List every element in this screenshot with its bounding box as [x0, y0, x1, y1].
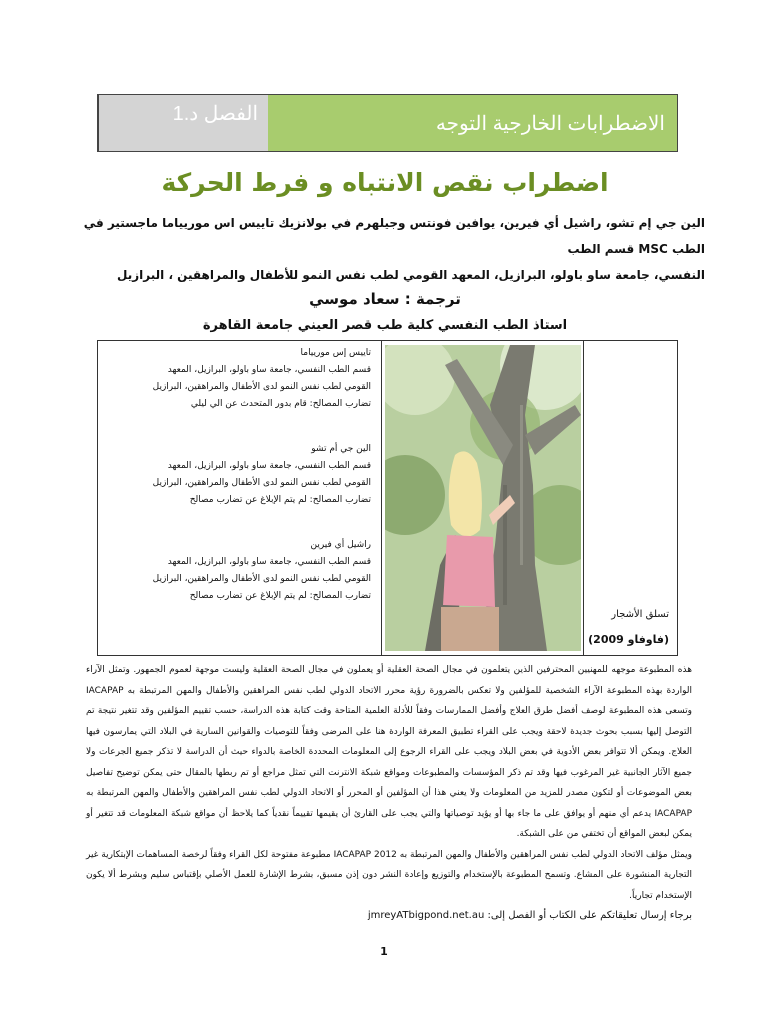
affiliation-name: راشيل أي فيرين [310, 540, 371, 550]
page-number: 1 [380, 945, 388, 958]
author-line-1: الين جي إم تشو، راشيل أي فيرين، يوافين فونتس وجيلهرم في بولانزيك تاييس اس موريياما ماجستير في الطب MSC قسم الطب [83, 216, 705, 256]
disclaimer-paragraph: هذه المطبوعة موجهه للمهنيين المحترفين الذين يتعلمون في مجال الصحة العقلية أو يعملون في مجال الصحة العقلية وليست موجهة لعموم الجمهور. وتمثل الآراء الواردة بهذه المطبوعة الآراء الشخصية للمؤلفين ولا تعكس بالضرورة رؤية محرر الاتحاد الدولي لطب نفس المراهقين والأطفال والمهن المرتبطة به IACAPAP وتسعى هذه المطبوعة لوصف أفضل طرق العلاج وأفضل الممارسات وفقاً للأدلة العلمية المتاحة وقت كتابة هذه الدراسة، حسب تقييم المؤلفين وقد تتغير نتيجة تم التوصل إليها بسبب بحوث جديدة لاحقة ويجب على القراء تطبيق المعرفة الواردة هنا على المرضى وفقاً للتوصيات والقوانين السارية في البلاد التي يمارسون فيها العلاج. ويمكن ألا تتوافر بعض الأدوية في بعض البلاد ويجب على القراء الرجوع إلى المعلومات المحددة الخاصة بالدواء حيث أن الدراسة لا تذكر جميع الجرعات ولا جميع الآثار الجانبية غير المرغوب فيها وقد تم ذكر المؤسسات والمطبوعات ومواقع شبكة الانترنت التي تمثل مراجع أو تم ربطها بالمقال حتى يمكن توضيح تفاصيل بعض الموضوعات أو لتكون مصدر للمزيد من المعلومات ولا يعني هذا أن المؤلفين أو المحرر أو الاتحاد الدولي لطب نفس المراهقين والأطفال والمهن المرتبطة به IACAPAP يدعم أي منهم أو يوافق على ما جاء بها أو يؤيد توصياتها والتي يجب على القارئ أن يقيمها تقييماً نقدياً كما يلاحظ أن مواقع شبكة المعلومات قد تتغير أو يمكن لبعض المواقع أن تختفي من على الشبكة. [86, 665, 692, 839]
affiliation-block [108, 441, 371, 509]
affiliation-block [108, 345, 371, 413]
affiliations-column [98, 341, 381, 655]
translator-affiliation: استاذ الطب النفسي كلية طب قصر العيني جامعة القاهرة [202, 318, 568, 333]
author-info-box [97, 340, 678, 656]
affiliation-line: قسم الطب النفسي، جامعة ساو باولو، البرازيل، المعهد [167, 365, 371, 375]
author-list [80, 210, 705, 288]
affiliation-line: القومي لطب نفس النمو لدى الأطفال والمراهقين، البرازيل [152, 478, 371, 488]
photo-column [381, 341, 583, 655]
article-title: اضطراب نقص الانتباه و فرط الحركة [161, 168, 609, 197]
affiliation-line: قسم الطب النفسي، جامعة ساو باولو، البرازيل، المعهد [167, 557, 371, 567]
photo-credit-year: (فاوفاو 2009) [588, 633, 669, 646]
affiliation-line: تضارب المصالح: قام بدور المتحدث عن الي ليلي [190, 399, 371, 409]
chapter-number: الفصل د.1 [172, 103, 258, 125]
contact-email-paragraph: برجاء إرسال تعليقاتكم على الكتاب أو الفصل إلى: jmreyATbigpond.net.au [367, 910, 692, 921]
affiliation-line: تضارب المصالح: لم يتم الإبلاغ عن تضارب مصالح [189, 495, 371, 505]
license-paragraph: ويمثل مؤلف الاتحاد الدولي لطب نفس المراهقين والأطفال والمهن المرتبطة به IACAPAP 2012 مطبوعة مفتوحة لكل القراء وفقاً لرخصة المساهمات الإبتكارية غير التجارية المنشورة على المشاع. وتسمح المطبوعة بالإستخدام والتوزيع وإعادة النشر دون إذن مسبق، بشرط الإشارة للعمل الأصلي بإقتباس سليم وبشرط ألا يكون الإستخدام تجارياً. [86, 849, 692, 901]
child-climbing-tree-photo [385, 345, 581, 651]
chapter-number-cell [98, 95, 268, 151]
chapter-title-cell [268, 95, 677, 151]
affiliation-line: قسم الطب النفسي، جامعة ساو باولو، البرازيل، المعهد [167, 461, 371, 471]
affiliation-name: تاييس إس موريياما [300, 348, 371, 358]
affiliation-line: القومي لطب نفس النمو لدى الأطفال والمراهقين، البرازيل [152, 574, 371, 584]
affiliation-line: القومي لطب نفس النمو لدى الأطفال والمراهقين، البرازيل [152, 382, 371, 392]
author-line-2: النفسي، جامعة ساو باولو، البرازيل، المعهد القومي لطب نفس النمو للأطفال والمراهقين ، البرازيل [117, 268, 705, 282]
affiliation-name: الين جي أم تشو [311, 444, 371, 454]
translator: ترجمة : سعاد موسي [309, 290, 461, 308]
chapter-header [97, 94, 678, 152]
affiliation-block [108, 537, 371, 605]
affiliation-line: تضارب المصالح: لم يتم الإبلاغ عن تضارب مصالح [189, 591, 371, 601]
disclaimer-text [86, 660, 692, 927]
photo-caption-column [583, 341, 677, 655]
photo-caption: تسلق الأشجار [611, 609, 669, 620]
chapter-title: الاضطرابات الخارجية التوجه [435, 112, 665, 135]
